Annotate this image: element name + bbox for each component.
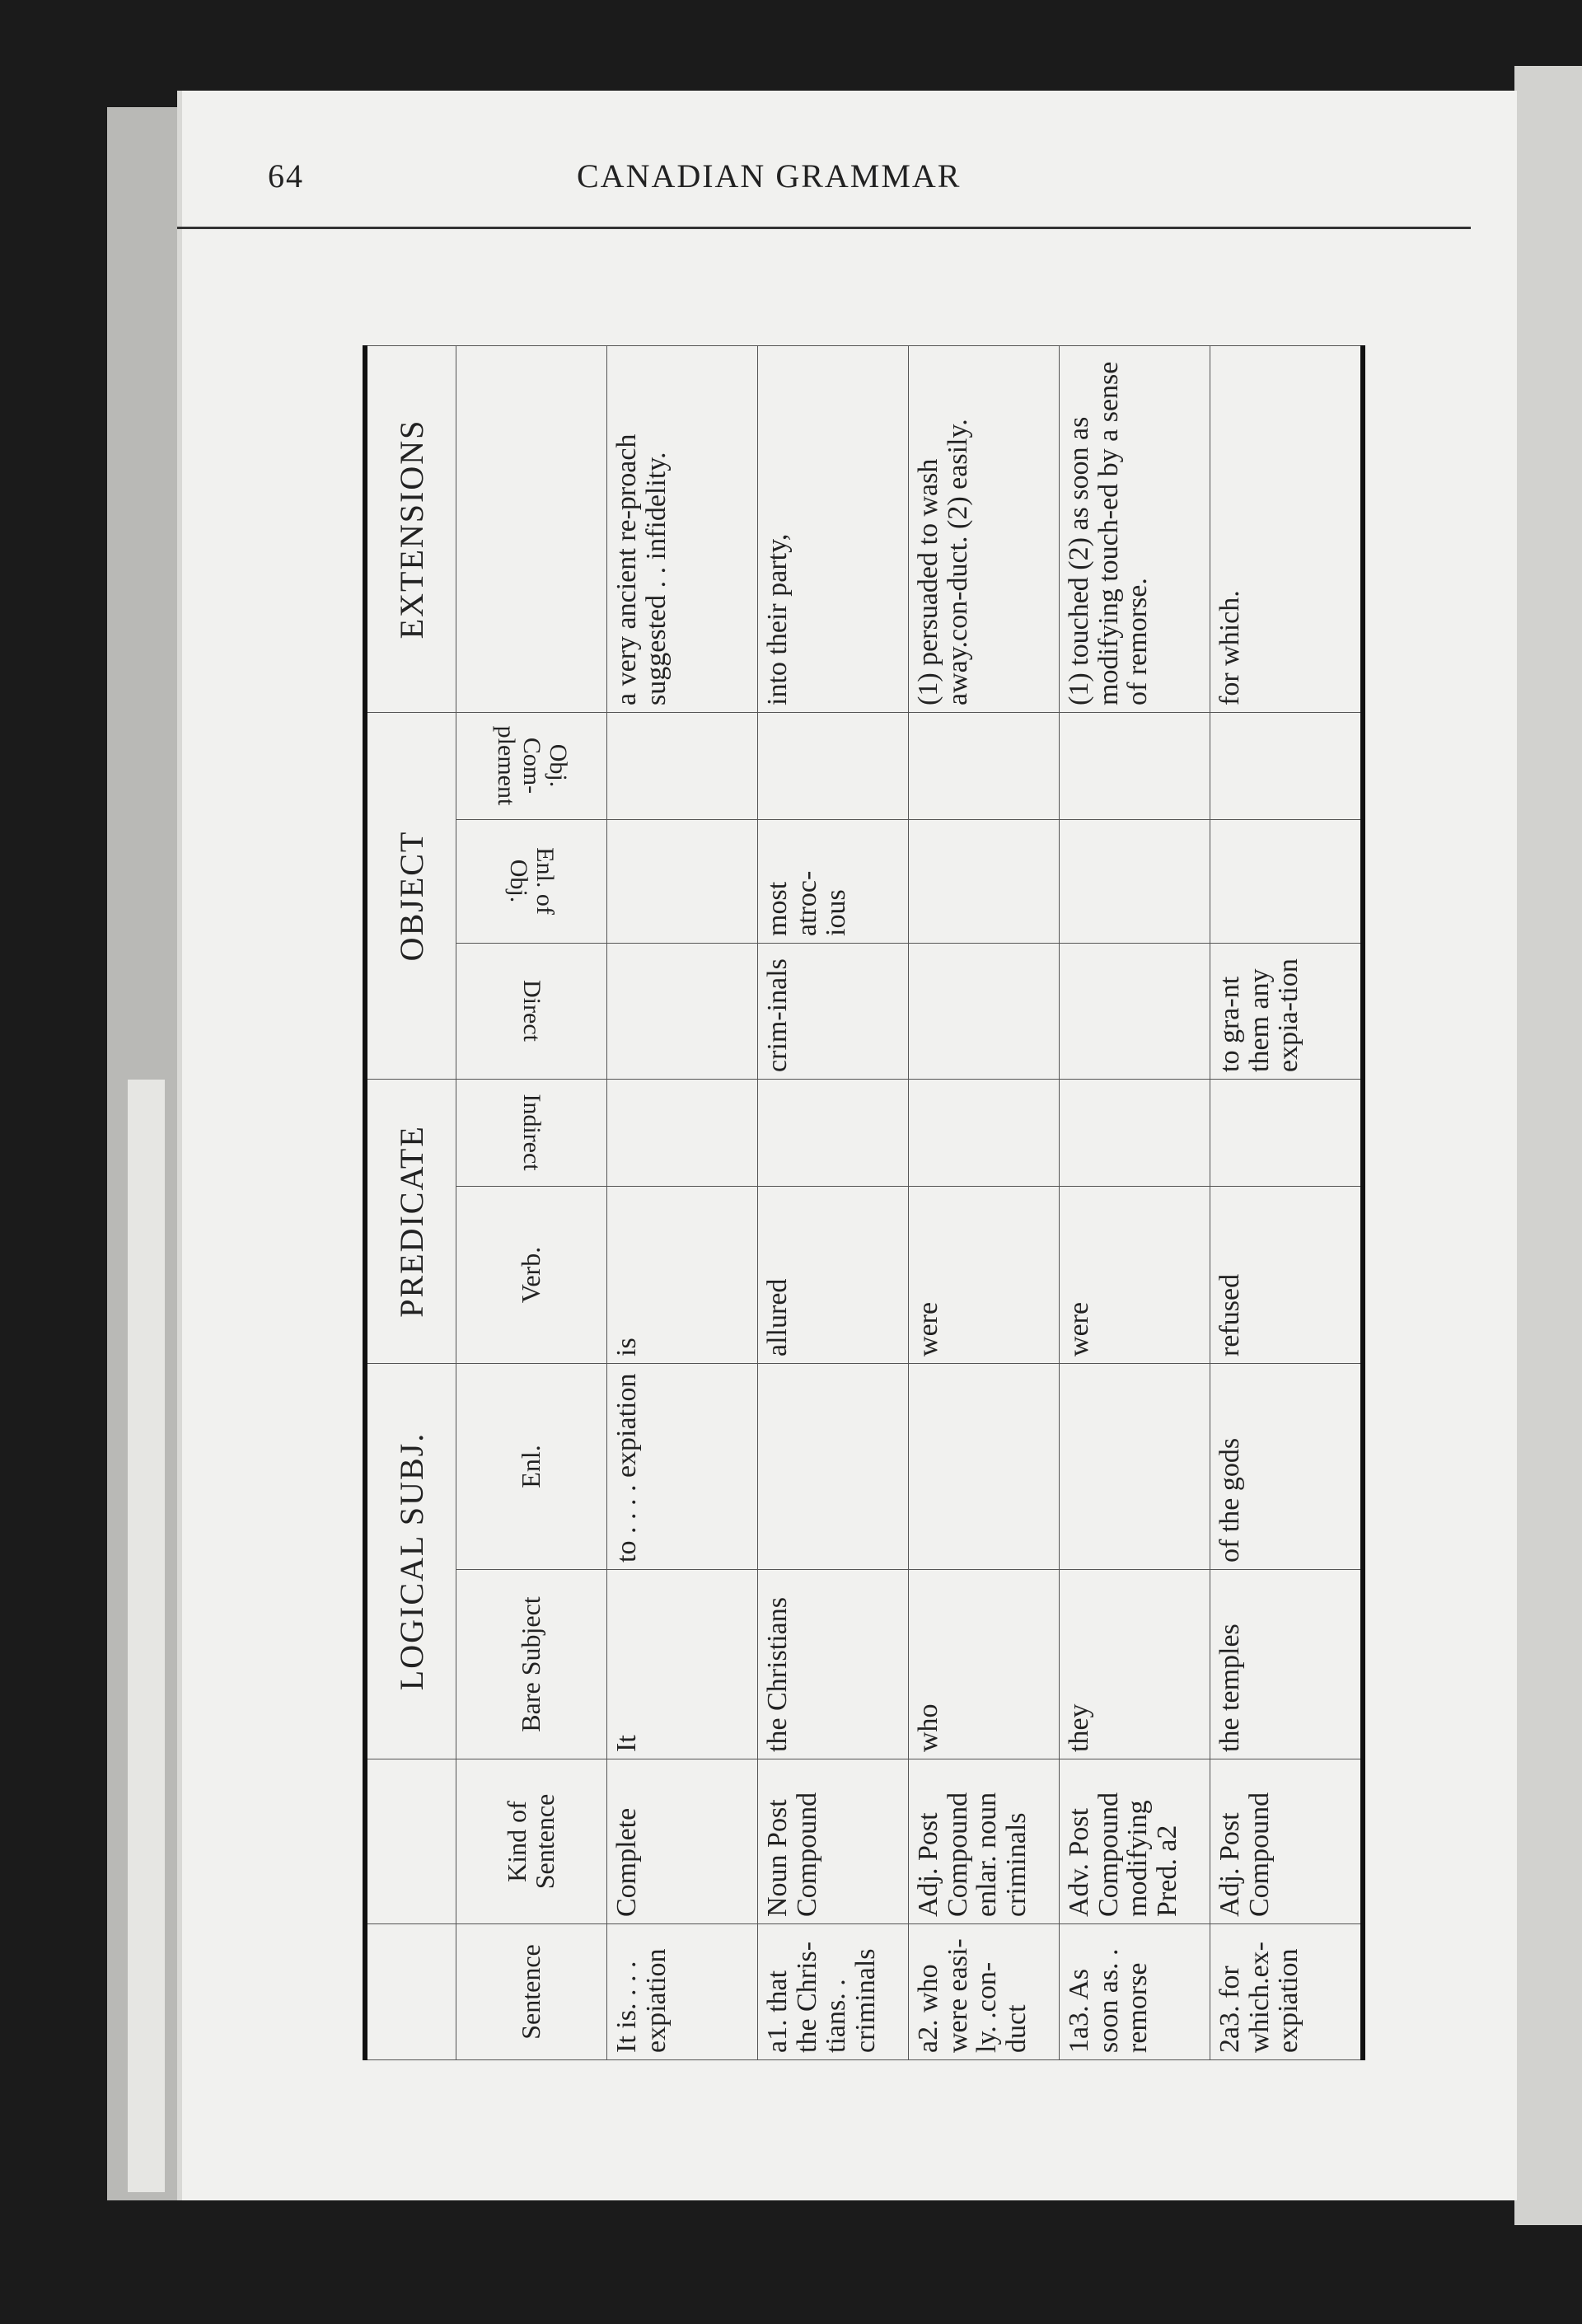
col-header-sentence: Sentence <box>456 1924 607 2060</box>
header-rule <box>177 227 1471 229</box>
cell-sentence: 2a3. for which.ex-expiation <box>1210 1924 1364 2060</box>
cell-indirect <box>607 1079 758 1186</box>
page-number: 64 <box>268 157 304 194</box>
group-header-extensions: EXTENSIONS <box>365 345 456 712</box>
rotated-table-container <box>363 346 1450 2060</box>
cell-direct <box>1060 943 1210 1079</box>
col-header-indirect: Indirect <box>456 1079 607 1186</box>
book-binding <box>107 107 181 2200</box>
cell-kind: Adj. Post Compound <box>1210 1759 1364 1924</box>
page-header <box>49 157 1302 206</box>
cell-enl-of-obj <box>1210 819 1364 943</box>
col-header-kind: Kind of Sentence <box>456 1759 607 1924</box>
cell-obj-complement <box>1210 712 1364 819</box>
facing-page-edge <box>1514 66 1582 2225</box>
cell-bare-subject: the Christians <box>758 1570 909 1759</box>
cell-extensions: a very ancient re-proach suggested . . infidelity. <box>607 345 758 712</box>
cell-extensions: for which. <box>1210 345 1364 712</box>
header-blank <box>365 1759 456 1924</box>
cell-bare-subject: the temples <box>1210 1570 1364 1759</box>
cell-sentence: a1. that the Chris-tians. . criminals <box>758 1924 909 2060</box>
cell-enl: of the gods <box>1210 1363 1364 1569</box>
cell-enl <box>909 1363 1060 1569</box>
analysis-table <box>363 345 1365 2060</box>
cell-enl-of-obj <box>909 819 1060 943</box>
cell-direct: to gra-nt them any expia-tion <box>1210 943 1364 1079</box>
group-header-object: OBJECT <box>365 712 456 1079</box>
cell-obj-complement <box>758 712 909 819</box>
table-row <box>1060 345 1210 2059</box>
binding-strip <box>128 1080 165 2192</box>
col-header-bare-subject: Bare Subject <box>456 1570 607 1759</box>
table-row <box>909 345 1060 2059</box>
cell-enl <box>758 1363 909 1569</box>
cell-indirect <box>758 1079 909 1186</box>
cell-enl: to . . . . expiation <box>607 1363 758 1569</box>
cell-extensions: into their party, <box>758 345 909 712</box>
col-header-verb: Verb. <box>456 1186 607 1363</box>
cell-obj-complement <box>1060 712 1210 819</box>
cell-bare-subject: they <box>1060 1570 1210 1759</box>
group-header-logical-subj: LOGICAL SUBJ. <box>365 1363 456 1759</box>
cell-direct: crim-inals <box>758 943 909 1079</box>
cell-kind: Noun Post Compound <box>758 1759 909 1924</box>
col-header-enl-of-obj: Enl. of Obj. <box>456 819 607 943</box>
cell-kind: Adv. Post Compound modifying Pred. a2 <box>1060 1759 1210 1924</box>
col-header-extensions-blank <box>456 345 607 712</box>
col-header-direct: Direct <box>456 943 607 1079</box>
header-blank <box>365 1924 456 2060</box>
table-row <box>1210 345 1364 2059</box>
cell-indirect <box>1060 1079 1210 1186</box>
cell-enl <box>1060 1363 1210 1569</box>
cell-extensions: (1) touched (2) as soon as modifying touch-ed by a sense of remorse. <box>1060 345 1210 712</box>
cell-verb: allured <box>758 1186 909 1363</box>
cell-enl-of-obj: most atroc-ious <box>758 819 909 943</box>
cell-sentence: a2. who were easi-ly. .con-duct <box>909 1924 1060 2060</box>
cell-direct <box>607 943 758 1079</box>
cell-verb: is <box>607 1186 758 1363</box>
cell-direct <box>909 943 1060 1079</box>
table-row <box>758 345 909 2059</box>
running-title: CANADIAN GRAMMAR <box>577 157 962 194</box>
cell-extensions: (1) persuaded to wash away.con-duct. (2) easily. <box>909 345 1060 712</box>
cell-sentence: It is. . . . expiation <box>607 1924 758 2060</box>
cell-kind: Complete <box>607 1759 758 1924</box>
cell-kind: Adj. Post Compound enlar. noun criminals <box>909 1759 1060 1924</box>
cell-verb: were <box>1060 1186 1210 1363</box>
cell-verb: refused <box>1210 1186 1364 1363</box>
table-row <box>607 345 758 2059</box>
group-header-predicate: PREDICATE <box>365 1079 456 1363</box>
col-header-enl: Enl. <box>456 1363 607 1569</box>
cell-obj-complement <box>607 712 758 819</box>
cell-bare-subject: It <box>607 1570 758 1759</box>
cell-enl-of-obj <box>1060 819 1210 943</box>
cell-bare-subject: who <box>909 1570 1060 1759</box>
cell-enl-of-obj <box>607 819 758 943</box>
cell-indirect <box>909 1079 1060 1186</box>
cell-obj-complement <box>909 712 1060 819</box>
cell-verb: were <box>909 1186 1060 1363</box>
col-header-obj-complement: Obj. Com-plement <box>456 712 607 819</box>
cell-indirect <box>1210 1079 1364 1186</box>
cell-sentence: 1a3. As soon as. . remorse <box>1060 1924 1210 2060</box>
